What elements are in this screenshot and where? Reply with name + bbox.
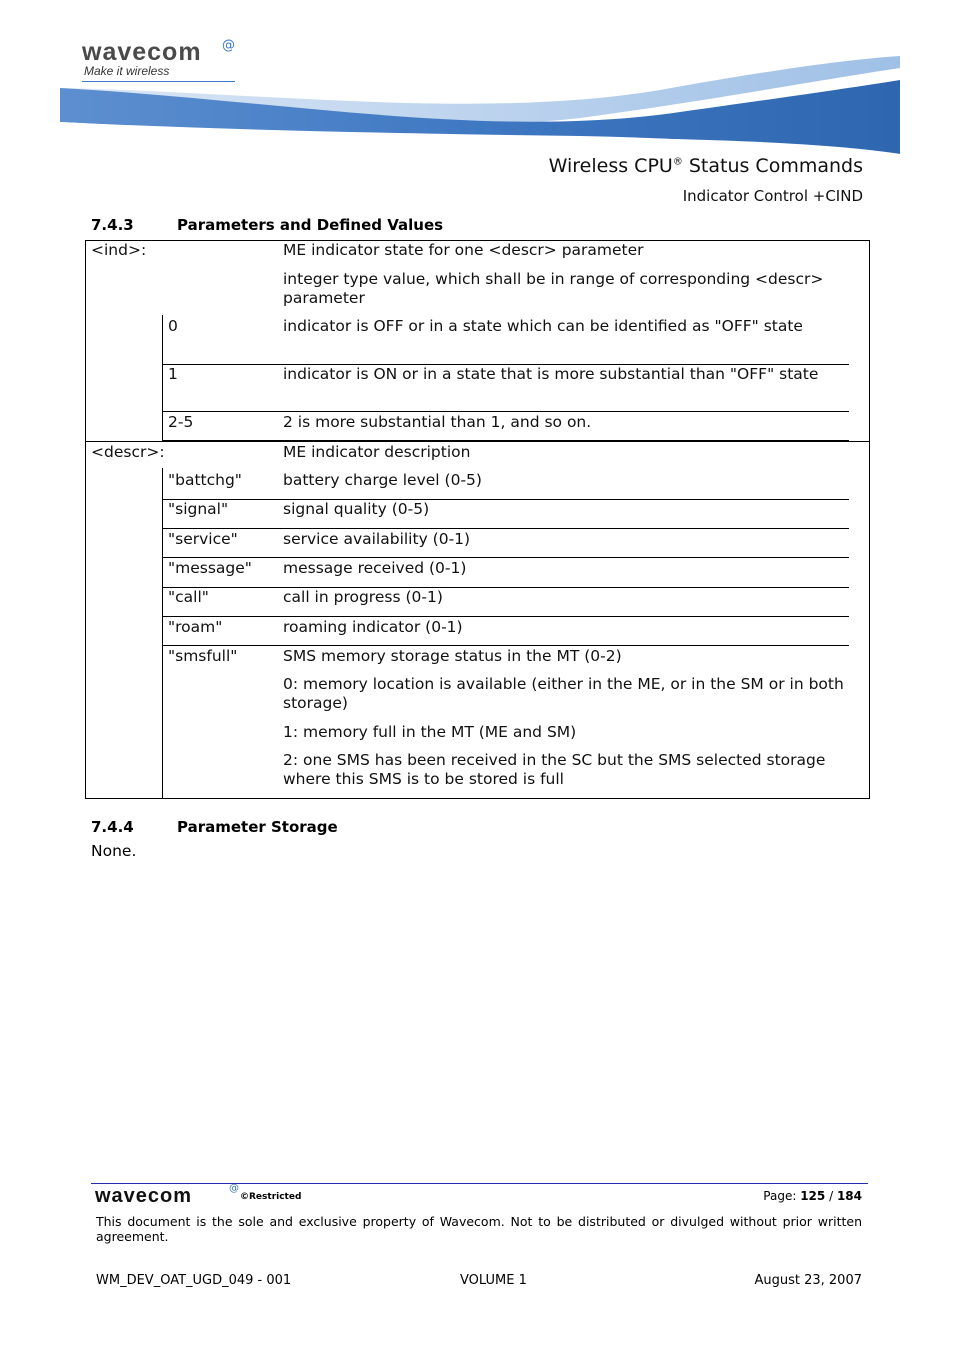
value-desc: service availability (0-1) (283, 530, 471, 548)
value-cell: "call" (168, 588, 209, 606)
volume-label: VOLUME 1 (460, 1273, 527, 1288)
document-subtitle: Indicator Control +CIND (682, 187, 863, 205)
tagline-underline (82, 81, 235, 82)
param-desc: ME indicator state for one <descr> parameter (283, 241, 644, 259)
value-desc: SMS memory storage status in the MT (0-2) (283, 647, 622, 665)
row-divider (162, 411, 849, 412)
value-cell: "battchg" (168, 471, 242, 489)
value-cell: 0 (168, 317, 178, 335)
descr-values-border (162, 468, 163, 798)
confidentiality-notice: This document is the sole and exclusive property of Wavecom. Not to be distributed or divulged without prior written agreement. (96, 1214, 862, 1244)
value-cell: "message" (168, 559, 252, 577)
document-date: August 23, 2007 (754, 1273, 862, 1288)
section-body: None. (91, 842, 137, 860)
smsfull-note: 0: memory location is available (either in the ME, or in the SM or in both storage) (283, 675, 844, 712)
value-cell: 2-5 (168, 413, 194, 431)
param-key-descr: <descr>: (91, 443, 165, 461)
smsfull-note: 2: one SMS has been received in the SC but the SMS selected storage where this SMS is to be stored is full (283, 751, 826, 788)
value-desc: 2 is more substantial than 1, and so on. (283, 413, 592, 431)
value-desc: battery charge level (0-5) (283, 471, 482, 489)
value-desc: indicator is OFF or in a state which can be identified as "OFF" state (283, 317, 803, 335)
document-title: Wireless CPU® Status Commands (548, 155, 863, 177)
param-desc: ME indicator description (283, 443, 471, 461)
value-desc: indicator is ON or in a state that is more substantial than "OFF" state (283, 365, 819, 383)
row-divider (162, 616, 849, 617)
param-desc: integer type value, which shall be in range of corresponding <descr> parameter (283, 270, 824, 307)
page-number: Page: 125 / 184 (763, 1189, 862, 1203)
value-desc: signal quality (0-5) (283, 500, 430, 518)
footer-rule (91, 1183, 868, 1184)
section-heading-7-4-3: 7.4.3 Parameters and Defined Values (91, 216, 444, 234)
logo-swirl-icon: @ (222, 38, 235, 53)
footer-logo-swirl-icon: @ (229, 1183, 239, 1194)
value-cell: "roam" (168, 618, 223, 636)
smsfull-note: 1: memory full in the MT (ME and SM) (283, 723, 577, 741)
param-key-ind: <ind>: (91, 241, 147, 259)
table-divider (85, 441, 870, 442)
row-divider (162, 528, 849, 529)
value-cell: "service" (168, 530, 238, 548)
value-desc: message received (0-1) (283, 559, 467, 577)
footer-wavecom-logo: wavecom (95, 1185, 193, 1207)
document-reference: WM_DEV_OAT_UGD_049 - 001 (96, 1273, 292, 1288)
value-cell: "smsfull" (168, 647, 238, 665)
restricted-label: ©Restricted (240, 1192, 302, 1202)
value-desc: roaming indicator (0-1) (283, 618, 463, 636)
value-cell: 1 (168, 365, 178, 383)
value-desc: call in progress (0-1) (283, 588, 443, 606)
ind-values-border (162, 315, 163, 440)
section-heading-7-4-4: 7.4.4 Parameter Storage (91, 818, 338, 836)
row-divider (162, 645, 849, 646)
row-divider (162, 557, 849, 558)
value-cell: "signal" (168, 500, 229, 518)
row-divider (162, 440, 849, 441)
wavecom-logo: wavecom (82, 38, 202, 66)
tagline: Make it wireless (84, 64, 170, 78)
